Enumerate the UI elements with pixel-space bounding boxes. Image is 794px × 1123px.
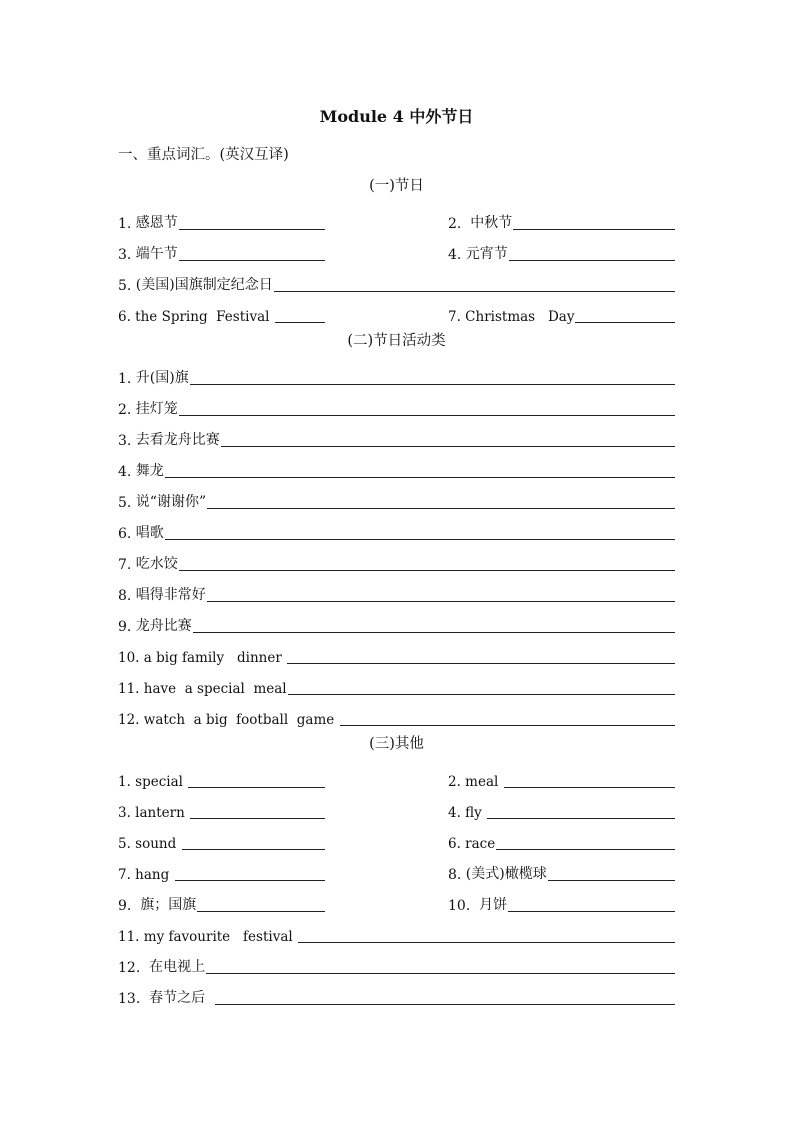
item-number: 3. [118,247,132,263]
item-number: 11. [118,681,140,697]
answer-blank[interactable] [504,786,675,788]
answer-blank[interactable] [207,600,675,602]
item-prompt: the Spring Festival [130,309,274,325]
exercise-item [118,584,675,605]
answer-blank[interactable] [575,321,675,323]
item-number: 9. [118,898,132,914]
exercise-row [118,791,675,822]
item-number: 6. [448,836,461,852]
answer-blank[interactable] [207,507,675,509]
item-number: 9. [118,619,132,635]
item-prompt: my favourite festival [139,929,297,945]
exercise-item [118,867,325,884]
item-prompt: (美式)橄榄球 [461,866,547,882]
item-number: 1. [118,216,132,232]
item-prompt: 端午节 [131,246,178,262]
item-number: 2. [118,402,132,418]
exercise-item [448,836,675,853]
item-number: 8. [118,588,132,604]
answer-blank[interactable] [193,631,675,633]
exercise-row [118,295,675,326]
exercise-item [118,929,675,946]
exercise-row [118,388,675,419]
answer-blank[interactable] [298,941,675,943]
answer-blank[interactable] [206,972,675,974]
answer-blank[interactable] [179,259,325,261]
answer-blank[interactable] [197,910,325,912]
exercise-row [118,574,675,605]
item-prompt: 感恩节 [131,215,178,231]
answer-blank[interactable] [190,383,675,385]
exercise-row [118,698,675,729]
answer-blank[interactable] [188,786,325,788]
exercise-item [118,805,325,822]
item-number: 5. [118,495,132,511]
exercise-item [448,243,675,264]
exercise-row [118,450,675,481]
answer-blank[interactable] [215,1003,675,1005]
answer-blank[interactable] [513,228,675,230]
item-prompt: 舞龙 [131,463,164,479]
item-prompt: race [460,836,496,852]
exercise-row [118,822,675,853]
exercise-item [118,553,675,574]
exercise-item [118,522,675,543]
answer-blank[interactable] [275,321,325,323]
exercise-item [118,712,675,729]
item-prompt: have a special meal [139,681,287,697]
item-prompt: lantern [130,805,190,821]
exercise-row [118,543,675,574]
exercise-row [118,884,675,915]
exercise-row [118,636,675,667]
item-prompt: 唱歌 [131,525,164,541]
item-number: 1. [118,774,131,790]
exercise-item [118,309,325,326]
item-number: 7. [118,557,132,573]
exercise-item [118,650,675,667]
exercise-item [448,894,675,915]
item-number: 11. [118,929,140,945]
answer-blank[interactable] [165,538,675,540]
answer-blank[interactable] [508,910,675,912]
answer-blank[interactable] [221,445,675,447]
item-number: 10. [448,898,471,914]
answer-blank[interactable] [509,259,675,261]
exercise-item [118,681,675,698]
item-number: 5. [118,278,132,294]
item-prompt: Christmas Day [460,309,575,325]
exercise-item [118,615,675,636]
exercise-row [118,605,675,636]
exercise-row [118,419,675,450]
item-prompt: 中秋节 [461,215,513,231]
exercise-row [118,202,675,233]
exercise-item [448,309,675,326]
item-number: 12. [118,712,140,728]
item-number: 1. [118,371,132,387]
item-prompt: hang [130,867,174,883]
answer-blank[interactable] [548,879,675,881]
item-prompt: 说“谢谢你” [131,494,207,510]
item-prompt: 在电视上 [140,959,206,975]
item-prompt: 旗；国旗 [131,897,197,913]
answer-blank[interactable] [179,228,325,230]
exercise-item [118,460,675,481]
item-number: 3. [118,805,131,821]
item-number: 7. [118,867,131,883]
answer-blank[interactable] [179,569,675,571]
item-prompt: 元宵节 [461,246,508,262]
answer-blank[interactable] [190,817,325,819]
answer-blank[interactable] [287,662,675,664]
answer-blank[interactable] [182,848,325,850]
answer-blank[interactable] [175,879,325,881]
item-number: 2. [448,774,461,790]
exercise-item [118,212,325,233]
item-number: 2. [448,216,462,232]
answer-blank[interactable] [487,817,675,819]
exercise-row [118,946,675,977]
exercise-row [118,853,675,884]
item-number: 13. [118,991,141,1007]
answer-blank[interactable] [340,724,675,726]
answer-blank[interactable] [288,693,675,695]
item-prompt: fly [460,805,487,821]
answer-blank[interactable] [274,290,675,292]
item-prompt: 龙舟比赛 [131,618,192,634]
instruction-text: 一、重点词汇。(英汉互译) [118,147,289,163]
exercise-item [448,863,675,884]
exercise-item [118,398,675,419]
item-prompt: sound [130,836,181,852]
item-number: 6. [118,309,131,325]
section-heading: (二)节日活动类 [347,333,446,349]
exercise-item [118,836,325,853]
page-title: Module 4 中外节日 [319,107,474,126]
item-number: 12. [118,960,141,976]
item-prompt: 去看龙舟比赛 [131,432,220,448]
item-number: 10. [118,650,140,666]
exercise-row [118,481,675,512]
item-prompt: a big family dinner [139,650,287,666]
exercise-row [118,760,675,791]
sections-container [118,171,675,1008]
answer-blank[interactable] [165,476,675,478]
item-prompt: 升(国)旗 [131,370,189,386]
exercise-item [118,956,675,977]
exercise-item [118,429,675,450]
exercise-row [118,512,675,543]
exercise-row [118,264,675,295]
exercise-item [118,491,675,512]
exercise-item [118,774,325,791]
exercise-item [118,987,675,1008]
item-number: 6. [118,526,132,542]
section-heading: (一)节日 [369,178,424,194]
item-number: 4. [448,247,462,263]
item-number: 3. [118,433,132,449]
item-number: 4. [118,464,132,480]
item-number: 8. [448,867,462,883]
exercise-item [118,367,675,388]
item-prompt: 挂灯笼 [131,401,178,417]
exercise-item [448,774,675,791]
exercise-row [118,233,675,264]
worksheet-page [118,104,675,1008]
answer-blank[interactable] [496,848,675,850]
item-prompt: (美国)国旗制定纪念日 [131,277,273,293]
item-prompt: 唱得非常好 [131,587,206,603]
item-prompt: watch a big football game [139,712,339,728]
item-number: 4. [448,805,461,821]
section-heading: (三)其他 [369,736,424,752]
item-prompt: special [130,774,188,790]
item-prompt: 春节之后 [140,990,215,1006]
exercise-item [118,243,325,264]
exercise-row [118,667,675,698]
exercise-row [118,977,675,1008]
item-prompt: meal [460,774,503,790]
exercise-item [118,894,325,915]
answer-blank[interactable] [179,414,675,416]
exercise-row [118,357,675,388]
exercise-item [118,274,675,295]
item-number: 5. [118,836,131,852]
item-prompt: 月饼 [470,897,508,913]
exercise-row [118,915,675,946]
exercise-item [448,805,675,822]
exercise-item [448,212,675,233]
item-prompt: 吃水饺 [131,556,178,572]
item-number: 7. [448,309,461,325]
